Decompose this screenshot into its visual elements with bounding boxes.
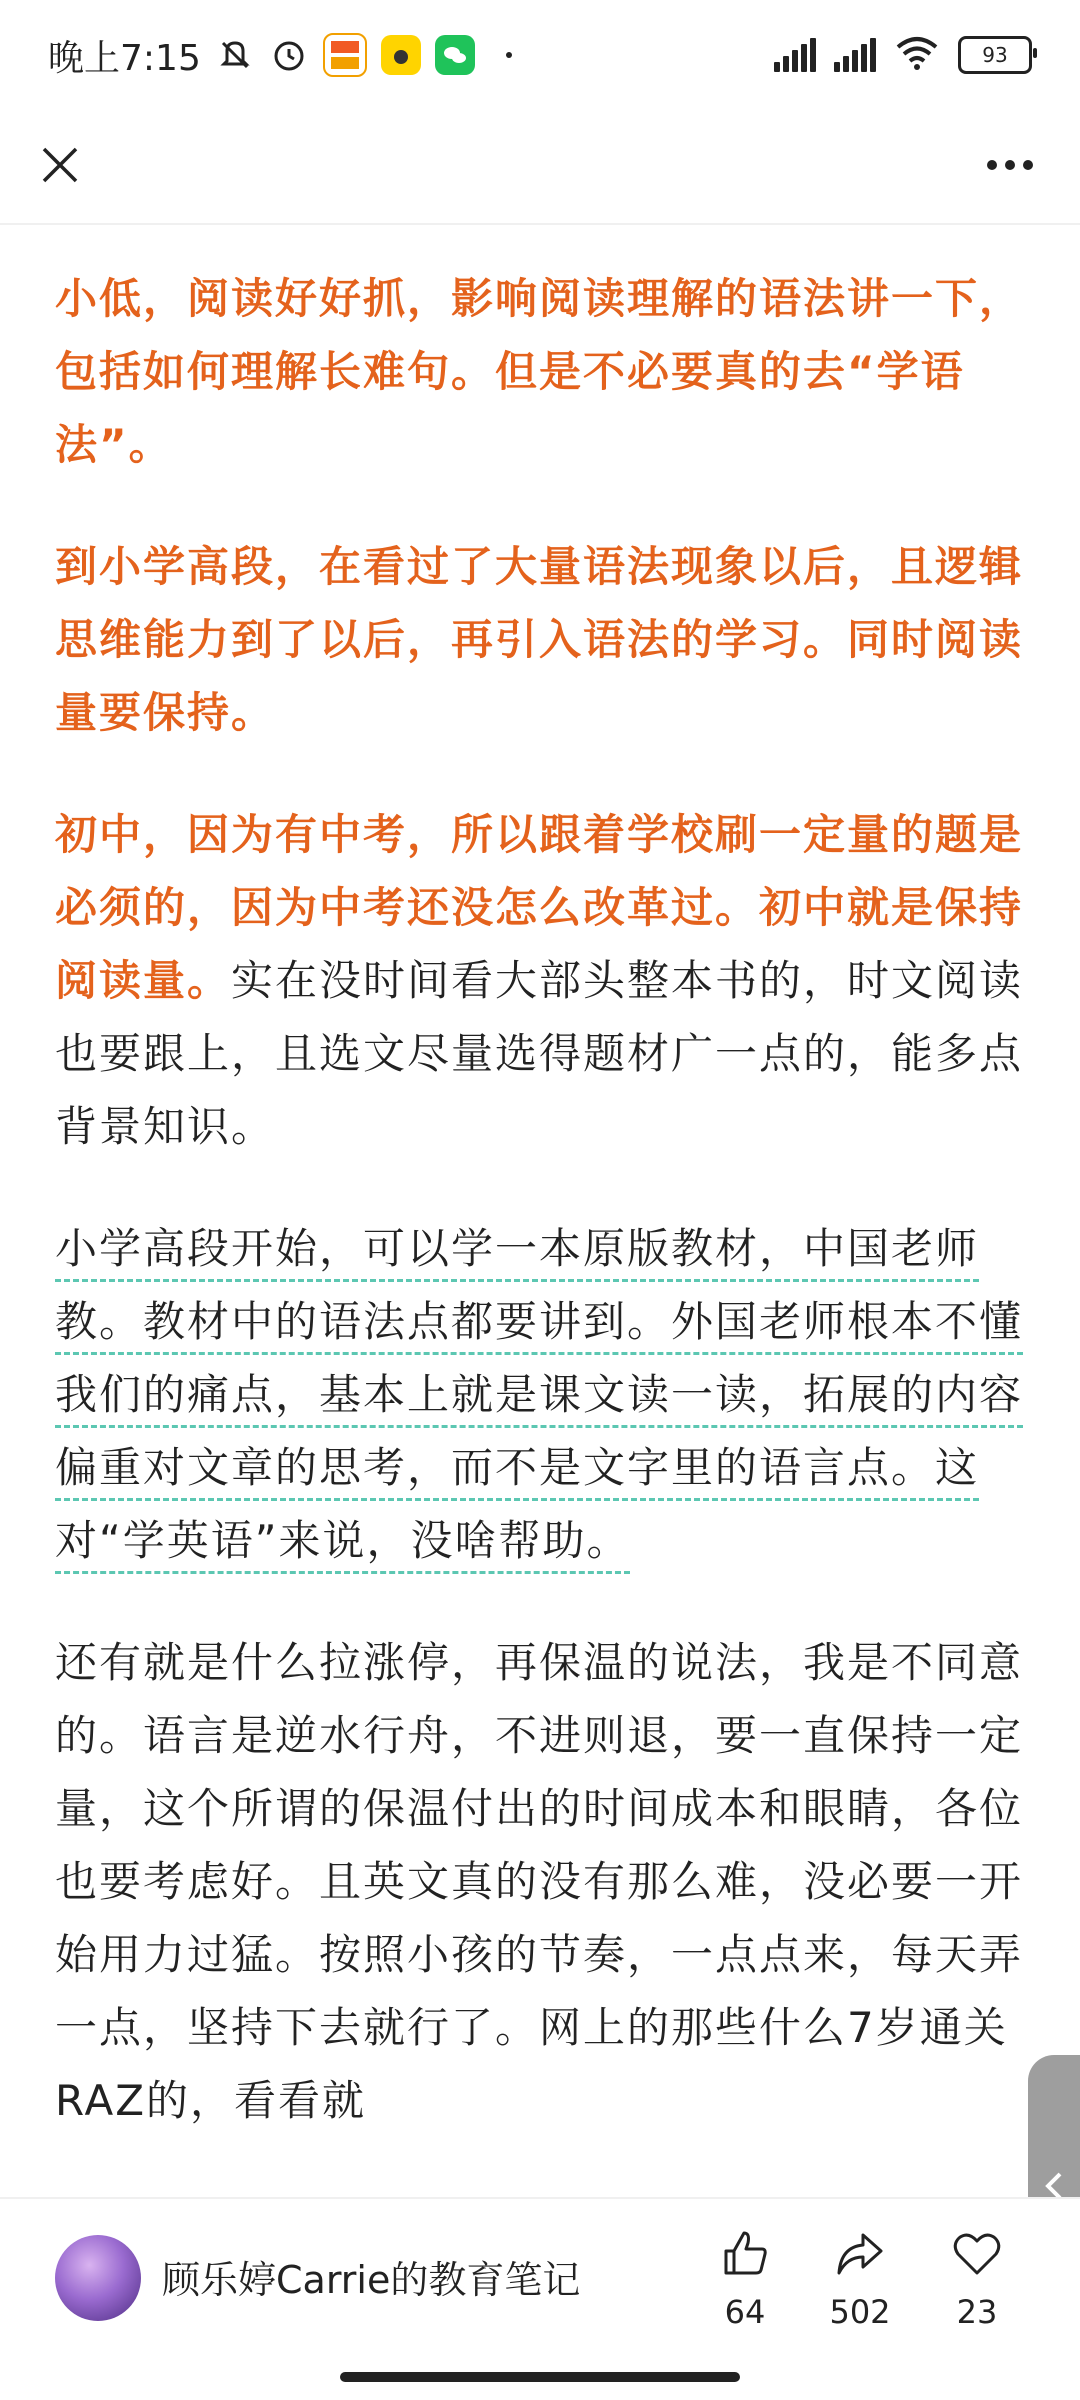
article-body [55, 262, 1025, 2187]
more-icon [987, 160, 997, 170]
underlined-text[interactable]: 小学高段开始，可以学一本原版教材，中国老师教。教材中的语法点都要讲到。外国老师根本不懂我们的痛点，基本上就是课文读一读，拓展的内容偏重对文章的思考，而不是文字里的语言点。这对“学英语”来说，没啥帮助。 [55, 1224, 1024, 1565]
app-yellow-icon [381, 35, 421, 75]
mute-icon [215, 35, 255, 75]
status-right [774, 35, 1032, 75]
paragraph-4[interactable] [55, 1212, 1025, 1577]
like-button[interactable] [700, 2227, 790, 2331]
paragraph-1: 小低，阅读好好抓，影响阅读理解的语法讲一下，包括如何理解长难句。但是不必要真的去“学语法”。 [55, 274, 1024, 469]
status-time: 晚上7:15 [48, 37, 201, 79]
heart-icon [950, 2227, 1004, 2281]
signal-hd-icon [834, 38, 876, 72]
wechat-icon [435, 35, 475, 75]
author-name[interactable]: 顾乐婷Carrie的教育笔记 [162, 2258, 581, 2302]
app-58-icon [323, 33, 367, 77]
paragraph-3-highlight: 初中，因为有中考，所以跟着学校刷一定量的题是必须的，因为中考还没怎么改革过。初中就是保持阅读量。 [55, 810, 1024, 1005]
share-button[interactable] [815, 2227, 905, 2331]
author-avatar[interactable] [55, 2235, 141, 2321]
status-left [48, 30, 529, 81]
dot-icon [489, 35, 529, 75]
paragraph-3-rest: 实在没时间看大部头整本书的，时文阅读也要跟上，且选文尽量选得题材广一点的，能多点背景知识。 [55, 956, 1024, 1151]
share-icon [833, 2227, 887, 2281]
top-bar [0, 110, 1080, 225]
more-button[interactable] [970, 135, 1050, 195]
close-button[interactable] [30, 135, 90, 195]
home-indicator[interactable] [340, 2372, 740, 2382]
signal-hd-icon [774, 38, 816, 72]
status-bar [0, 0, 1080, 110]
paragraph-5: 还有就是什么拉涨停，再保温的说法，我是不同意的。语言是逆水行舟，不进则退，要一直保持一定量，这个所谓的保温付出的时间成本和眼睛，各位也要考虑好。且英文真的没有那么难，没必要一开始用力过猛。按照小孩的节奏，一点点来，每天弄一点，坚持下去就行了。网上的那些什么7岁通关RAZ的，看看就 [55, 1638, 1024, 2125]
thumbs-up-icon [718, 2227, 772, 2281]
battery-level: 93 [982, 43, 1008, 67]
share-count: 502 [829, 2293, 891, 2331]
favorite-count: 23 [956, 2293, 998, 2331]
wifi-icon [894, 35, 940, 75]
bottom-bar [0, 2197, 1080, 2352]
paragraph-3 [55, 798, 1025, 1163]
like-count: 64 [724, 2293, 766, 2331]
battery-icon [958, 36, 1032, 74]
alarm-icon [269, 35, 309, 75]
paragraph-2: 到小学高段，在看过了大量语法现象以后，且逻辑思维能力到了以后，再引入语法的学习。同时阅读量要保持。 [55, 542, 1024, 737]
close-icon [40, 145, 80, 185]
favorite-button[interactable] [932, 2227, 1022, 2331]
